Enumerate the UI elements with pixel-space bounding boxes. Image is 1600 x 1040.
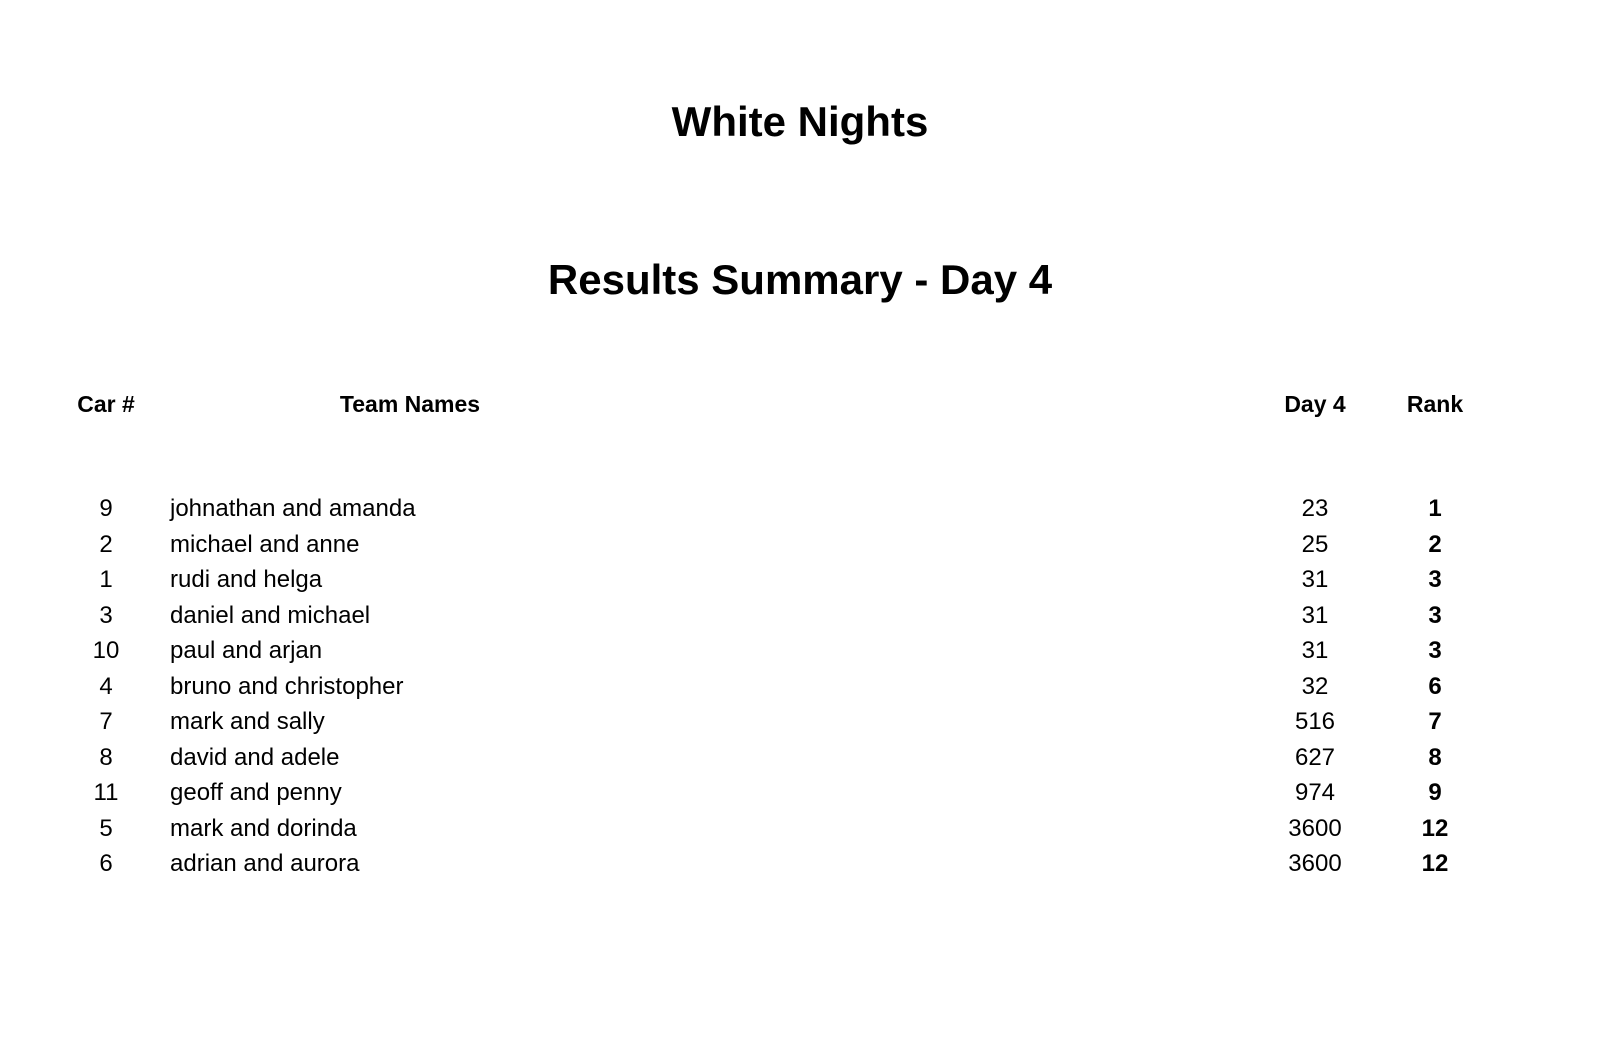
rank-value: 1 [1428, 495, 1442, 522]
car-number: 7 [99, 708, 113, 735]
team-name: mark and dorinda [170, 814, 357, 842]
team-name: daniel and michael [170, 601, 371, 629]
car-number: 3 [99, 601, 113, 629]
day-4-value: 627 [1294, 743, 1336, 771]
team-name: mark and sally [170, 708, 325, 735]
car-number: 10 [92, 637, 120, 664]
document-subtitle: Results Summary - Day 4 [547, 256, 1053, 303]
car-number: 1 [99, 566, 113, 593]
header-team-names: Team Names [339, 391, 481, 417]
rank-value: 12 [1421, 850, 1449, 877]
rank-value: 12 [1421, 814, 1449, 842]
rank-value: 2 [1428, 530, 1442, 558]
car-number: 2 [99, 530, 113, 558]
day-4-value: 31 [1301, 637, 1329, 664]
day-4-value: 32 [1301, 672, 1329, 700]
header-car-number: Car # [77, 391, 135, 417]
table-row [0, 565, 1600, 601]
table-row [0, 601, 1600, 637]
day-4-value: 974 [1294, 779, 1336, 806]
team-name: paul and arjan [170, 637, 323, 664]
car-number: 6 [99, 850, 113, 877]
team-name: johnathan and amanda [170, 495, 416, 522]
day-4-value: 31 [1301, 601, 1329, 629]
team-name: adrian and aurora [170, 850, 360, 877]
car-number: 11 [93, 779, 119, 806]
car-number: 5 [99, 814, 113, 842]
table-row [0, 636, 1600, 672]
rank-value: 7 [1428, 708, 1442, 735]
rank-value: 8 [1428, 743, 1442, 771]
header-rank: Rank [1406, 391, 1464, 417]
team-name: geoff and penny [170, 779, 342, 806]
day-4-value: 3600 [1288, 850, 1342, 877]
rank-value: 3 [1428, 637, 1442, 664]
table-row [0, 743, 1600, 779]
table-row [0, 530, 1600, 566]
team-name: rudi and helga [170, 566, 323, 593]
team-name: bruno and christopher [170, 672, 404, 700]
header-day-4: Day 4 [1284, 391, 1346, 417]
rank-value: 9 [1428, 779, 1442, 806]
day-4-value: 25 [1301, 530, 1329, 558]
table-row [0, 849, 1600, 885]
document-title: White Nights [671, 98, 929, 145]
car-number: 9 [99, 495, 113, 522]
table-body [0, 494, 1600, 885]
rank-value: 3 [1428, 601, 1442, 629]
table-row [0, 707, 1600, 743]
car-number: 8 [99, 743, 113, 771]
day-4-value: 516 [1294, 708, 1336, 735]
table-row [0, 494, 1600, 530]
table-row [0, 778, 1600, 814]
day-4-value: 23 [1301, 495, 1329, 522]
rank-value: 3 [1428, 566, 1442, 593]
day-4-value: 31 [1301, 566, 1329, 593]
car-number: 4 [99, 672, 113, 700]
day-4-value: 3600 [1288, 814, 1342, 842]
team-name: david and adele [170, 743, 340, 771]
table-row [0, 814, 1600, 850]
team-name: michael and anne [170, 530, 360, 558]
rank-value: 6 [1428, 672, 1442, 700]
table-row [0, 672, 1600, 708]
